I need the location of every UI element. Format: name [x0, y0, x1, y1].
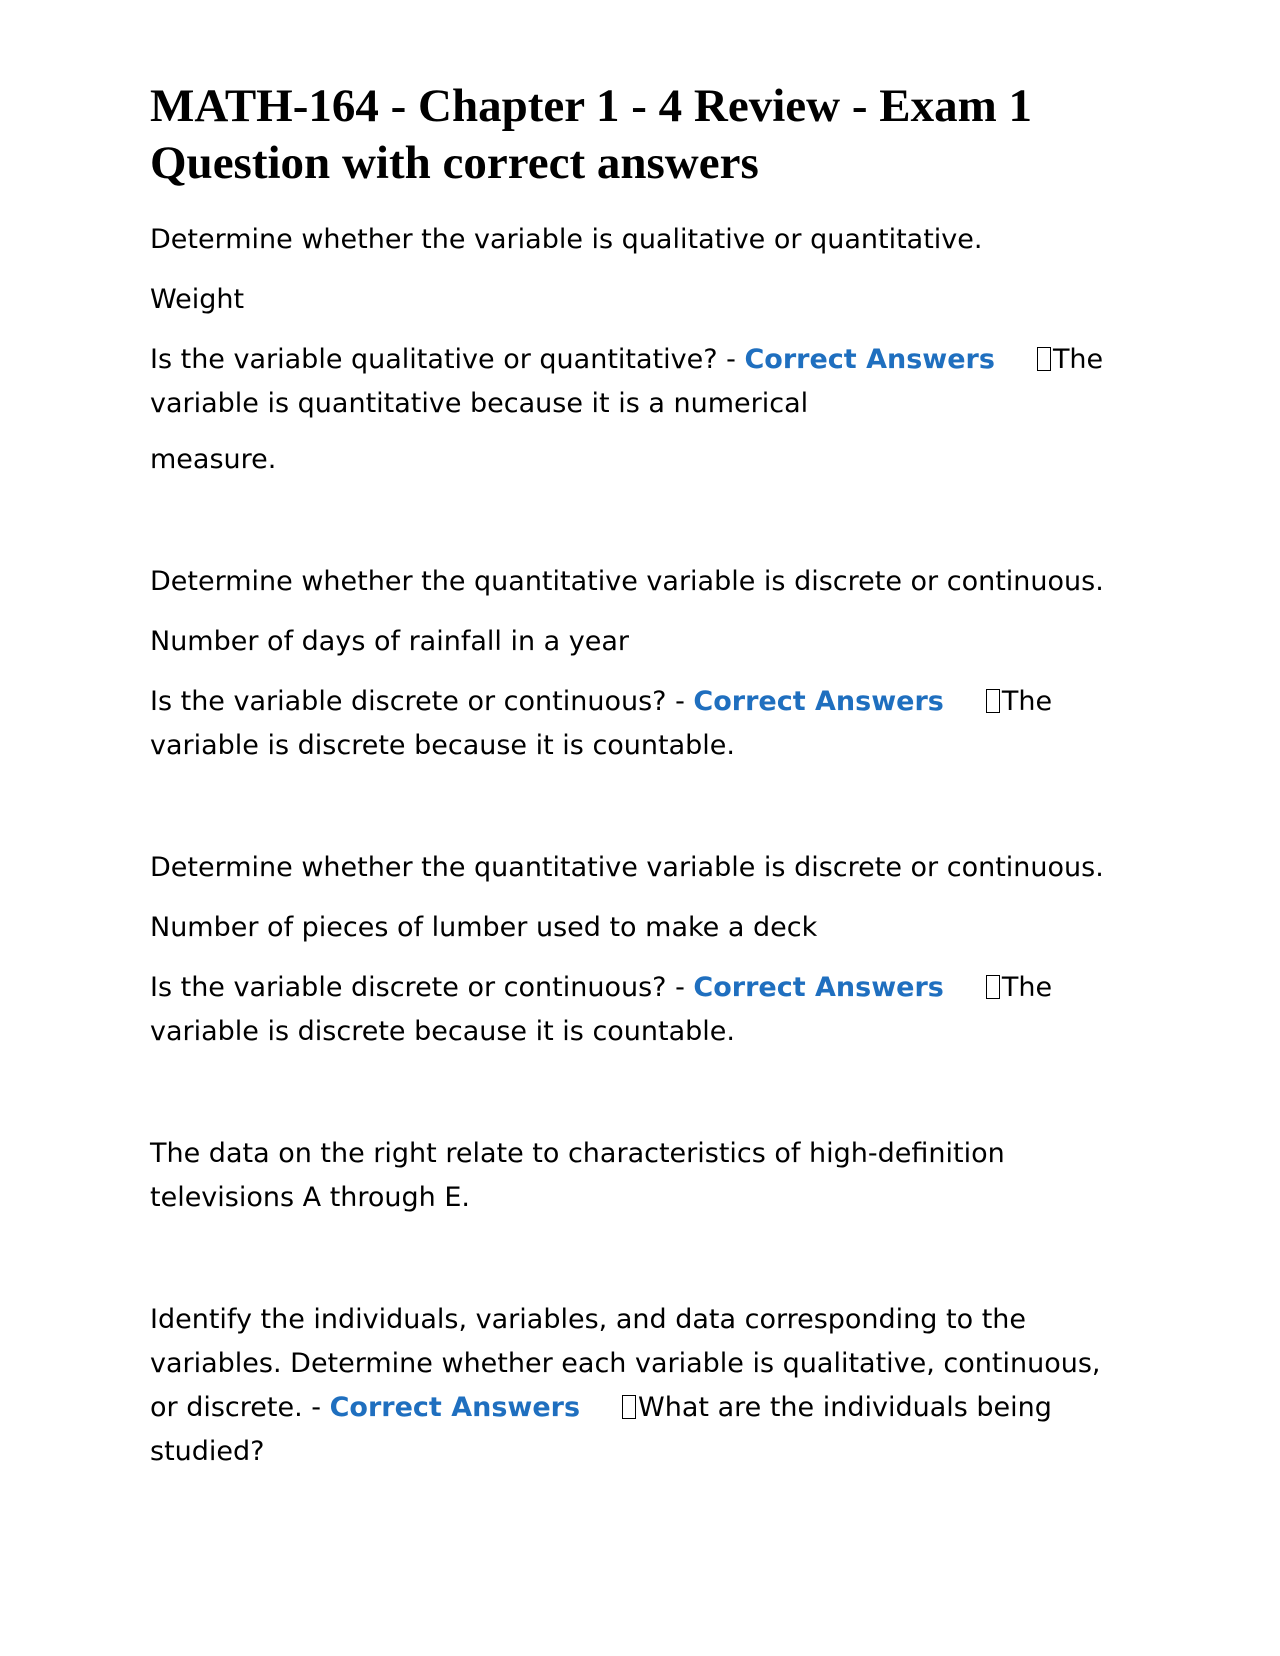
q2-prompt: Determine whether the quantitative variable is discrete or continuous. [150, 566, 1104, 597]
q3-question: Is the variable discrete or continuous? [150, 972, 667, 1003]
q3-answer-label: Correct Answers [693, 972, 944, 1003]
q3-answer-start: The [1001, 972, 1053, 1003]
q1-item: Weight [150, 284, 245, 315]
q1-answer-line2: variable is quantitative because it is a numerical [150, 388, 809, 419]
q2-answer-start: The [1001, 686, 1053, 717]
q3-prompt: Determine whether the quantitative variable is discrete or continuous. [150, 852, 1104, 883]
q2-item: Number of days of rainfall in a year [150, 626, 630, 657]
q4-paragraph [150, 1132, 1130, 1220]
q3-answer-line2: variable is discrete because it is countable. [150, 1016, 735, 1047]
q2-answer-label: Correct Answers [693, 686, 944, 717]
missing-glyph-icon [986, 975, 1000, 999]
q5-dash: - [311, 1392, 321, 1423]
q5-answer-start: What are the individuals being [638, 1392, 1052, 1423]
q1-answer-line3: measure. [150, 444, 277, 475]
title-line-1: MATH-164 - Chapter 1 - 4 Review - Exam 1 [150, 80, 1032, 132]
document-title [150, 78, 1130, 192]
q2-answer-line2: variable is discrete because it is countable. [150, 730, 735, 761]
q3-item: Number of pieces of lumber used to make a deck [150, 912, 818, 943]
q5-line2: variables. Determine whether each variable is qualitative, continuous, [150, 1348, 1101, 1379]
q5-line3-start: or discrete. [150, 1392, 303, 1423]
q1-answer-start: The [1052, 344, 1104, 375]
q3-dash: - [675, 972, 685, 1003]
missing-glyph-icon [1037, 347, 1051, 371]
q1-prompt: Determine whether the variable is qualitative or quantitative. [150, 224, 983, 255]
missing-glyph-icon [622, 1395, 636, 1419]
q1-question-line [150, 338, 1130, 426]
q4-line2: televisions A through E. [150, 1182, 471, 1213]
q5-line1: Identify the individuals, variables, and data corresponding to the [150, 1304, 1027, 1335]
title-line-2: Question with correct answers [150, 137, 759, 189]
q2-question-line [150, 680, 1130, 768]
document-page [150, 78, 1130, 1490]
missing-glyph-icon [986, 689, 1000, 713]
q2-dash: - [675, 686, 685, 717]
q5-paragraph [150, 1298, 1130, 1474]
q3-question-line [150, 966, 1130, 1054]
q5-answer-label: Correct Answers [329, 1392, 581, 1423]
q1-question: Is the variable qualitative or quantitative? [150, 344, 718, 375]
q5-answer-line2: studied? [150, 1436, 265, 1467]
q1-answer-label: Correct Answers [744, 344, 995, 375]
q4-line1: The data on the right relate to characteristics of high-definition [150, 1138, 1005, 1169]
q2-question: Is the variable discrete or continuous? [150, 686, 667, 717]
q1-dash: - [726, 344, 736, 375]
